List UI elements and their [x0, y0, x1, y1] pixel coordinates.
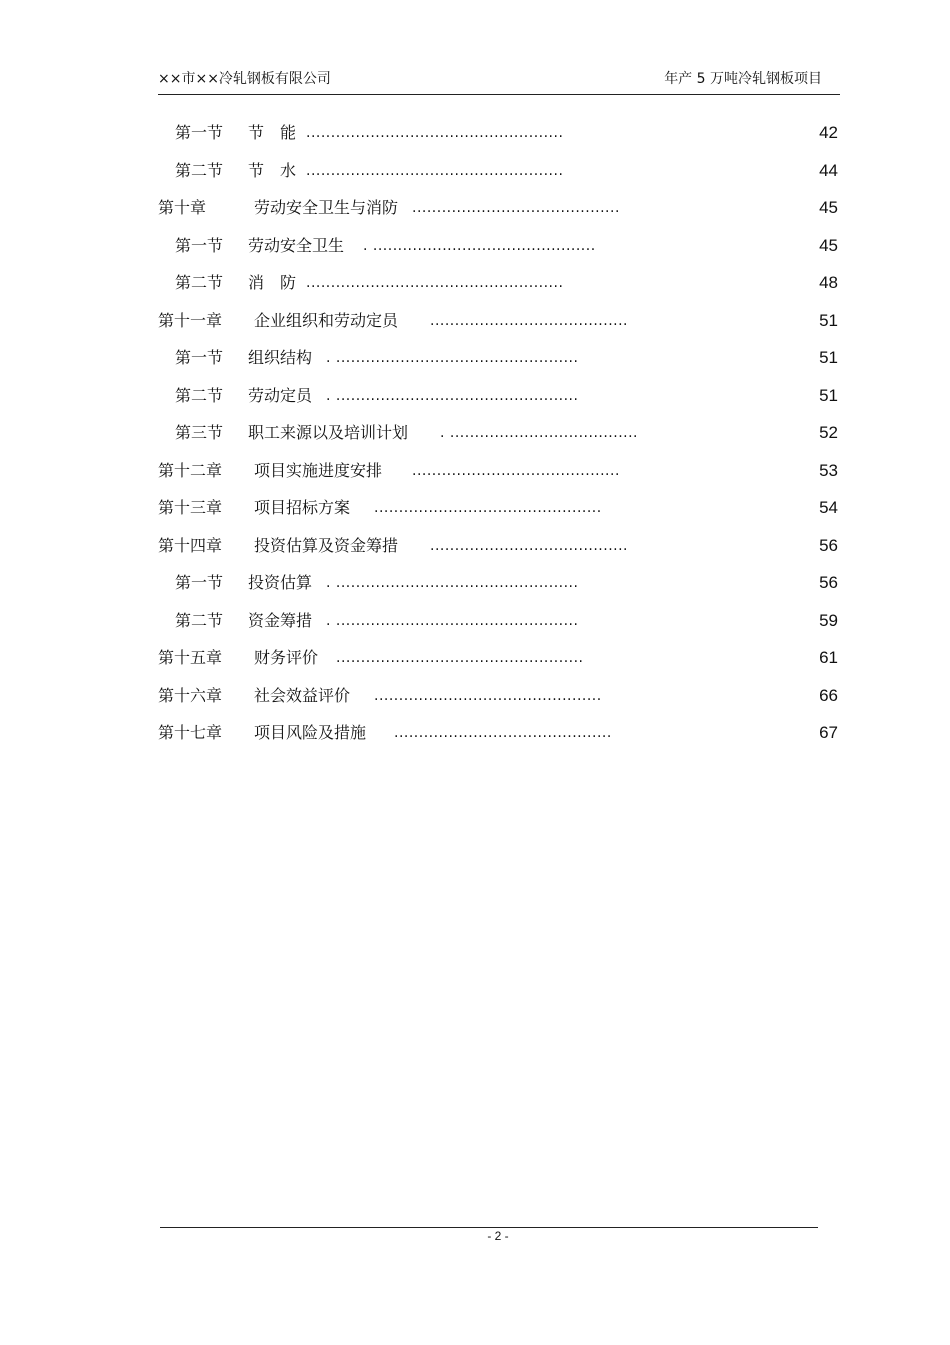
header-company-name: ××市××冷轧钢板有限公司 [158, 71, 331, 87]
toc-entry[interactable] [158, 194, 840, 232]
toc-title: 社会效益评价 [254, 685, 351, 705]
toc-page-number: 42 [819, 123, 838, 142]
toc-dot-leader: .................................................... [306, 275, 564, 291]
toc-dot-leader: .............................................. [374, 500, 602, 516]
toc-dot-leader: . ................................................. [326, 612, 579, 629]
toc-entry[interactable] [158, 457, 840, 495]
toc-chapter-label: 第三节 [175, 423, 224, 442]
toc-title: 项目招标方案 [254, 498, 351, 517]
toc-title: 项目实施进度安排 [254, 460, 383, 480]
toc-entry[interactable] [158, 719, 840, 757]
toc-entry[interactable] [158, 532, 840, 570]
toc-page-number: 66 [819, 685, 838, 705]
toc-page-number: 54 [819, 498, 838, 517]
toc-title: 劳动定员 [248, 385, 313, 405]
toc-title: 资金筹措 [248, 610, 313, 630]
toc-title: 财务评价 [254, 648, 319, 667]
toc-chapter-label: 第二节 [175, 385, 224, 405]
toc-page-number: 51 [819, 348, 838, 367]
toc-entry[interactable] [158, 307, 840, 345]
toc-title: 组织结构 [248, 348, 313, 367]
toc-dot-leader: .......................................... [412, 462, 620, 479]
toc-page-number: 52 [819, 423, 838, 442]
toc-title: 节 水 [248, 160, 297, 180]
toc-entry[interactable] [158, 644, 840, 682]
toc-dot-leader: ........................................ [430, 537, 629, 554]
toc-entry[interactable] [158, 269, 840, 307]
toc-dot-leader: .................................................... [306, 162, 564, 179]
toc-dot-leader: . ................................................. [326, 350, 579, 366]
toc-dot-leader: .......................................... [412, 200, 620, 216]
toc-entry[interactable] [158, 344, 840, 382]
toc-entry[interactable] [158, 419, 840, 457]
toc-chapter-label: 第十章 [158, 198, 207, 217]
toc-dot-leader: .............................................. [374, 687, 602, 704]
toc-page-number: 56 [819, 535, 838, 555]
toc-page-number: 51 [819, 310, 838, 330]
toc-title: 企业组织和劳动定员 [254, 310, 399, 330]
toc-chapter-label: 第十四章 [158, 535, 223, 555]
toc-dot-leader: . ...................................... [440, 425, 639, 441]
toc-chapter-label: 第二节 [175, 610, 224, 630]
header-project-name: 年产 5 万吨冷轧钢板项目 [664, 71, 822, 87]
toc-title: 劳动安全卫生与消防 [254, 198, 399, 217]
toc-chapter-label: 第一节 [175, 573, 224, 592]
toc-title: 劳动安全卫生 [248, 235, 345, 255]
toc-dot-leader: .................................................... [306, 125, 564, 141]
toc-chapter-label: 第二节 [175, 160, 224, 180]
toc-dot-leader: . ............................................. [363, 237, 596, 254]
toc-entry[interactable] [158, 382, 840, 420]
table-of-contents [158, 119, 840, 757]
toc-title: 投资估算 [248, 573, 313, 592]
toc-title: 节 能 [248, 123, 297, 142]
toc-page-number: 45 [819, 235, 838, 255]
toc-title: 投资估算及资金筹措 [254, 535, 399, 555]
toc-chapter-label: 第十五章 [158, 648, 223, 667]
toc-title: 职工来源以及培训计划 [248, 423, 409, 442]
toc-entry[interactable] [158, 157, 840, 195]
toc-page-number: 61 [819, 648, 838, 667]
toc-dot-leader: . ................................................. [326, 575, 579, 591]
toc-dot-leader: .................................................. [336, 650, 584, 666]
toc-chapter-label: 第十六章 [158, 685, 223, 705]
toc-page-number: 44 [819, 160, 838, 180]
toc-chapter-label: 第十三章 [158, 498, 223, 517]
toc-dot-leader: ............................................ [394, 725, 612, 741]
toc-chapter-label: 第一节 [175, 123, 224, 142]
toc-chapter-label: 第十二章 [158, 460, 223, 480]
toc-page-number: 48 [819, 273, 838, 292]
toc-chapter-label: 第十七章 [158, 723, 223, 742]
toc-entry[interactable] [158, 232, 840, 270]
toc-entry[interactable] [158, 494, 840, 532]
toc-title: 消 防 [248, 273, 297, 292]
toc-page-number: 67 [819, 723, 838, 742]
toc-page-number: 45 [819, 198, 838, 217]
toc-title: 项目风险及措施 [254, 723, 367, 742]
toc-chapter-label: 第一节 [175, 235, 224, 255]
toc-chapter-label: 第十一章 [158, 310, 223, 330]
toc-page-number: 53 [819, 460, 838, 480]
toc-chapter-label: 第一节 [175, 348, 224, 367]
toc-page-number: 51 [819, 385, 838, 405]
toc-entry[interactable] [158, 119, 840, 157]
toc-dot-leader: ........................................ [430, 312, 629, 329]
toc-page-number: 56 [819, 573, 838, 592]
toc-entry[interactable] [158, 607, 840, 645]
toc-chapter-label: 第二节 [175, 273, 224, 292]
toc-page-number: 59 [819, 610, 838, 630]
toc-entry[interactable] [158, 682, 840, 720]
toc-dot-leader: . ................................................. [326, 387, 579, 404]
footer-rule [160, 1227, 818, 1228]
page-header [158, 70, 840, 95]
toc-entry[interactable] [158, 569, 840, 607]
page-number: - 2 - [487, 1229, 509, 1243]
